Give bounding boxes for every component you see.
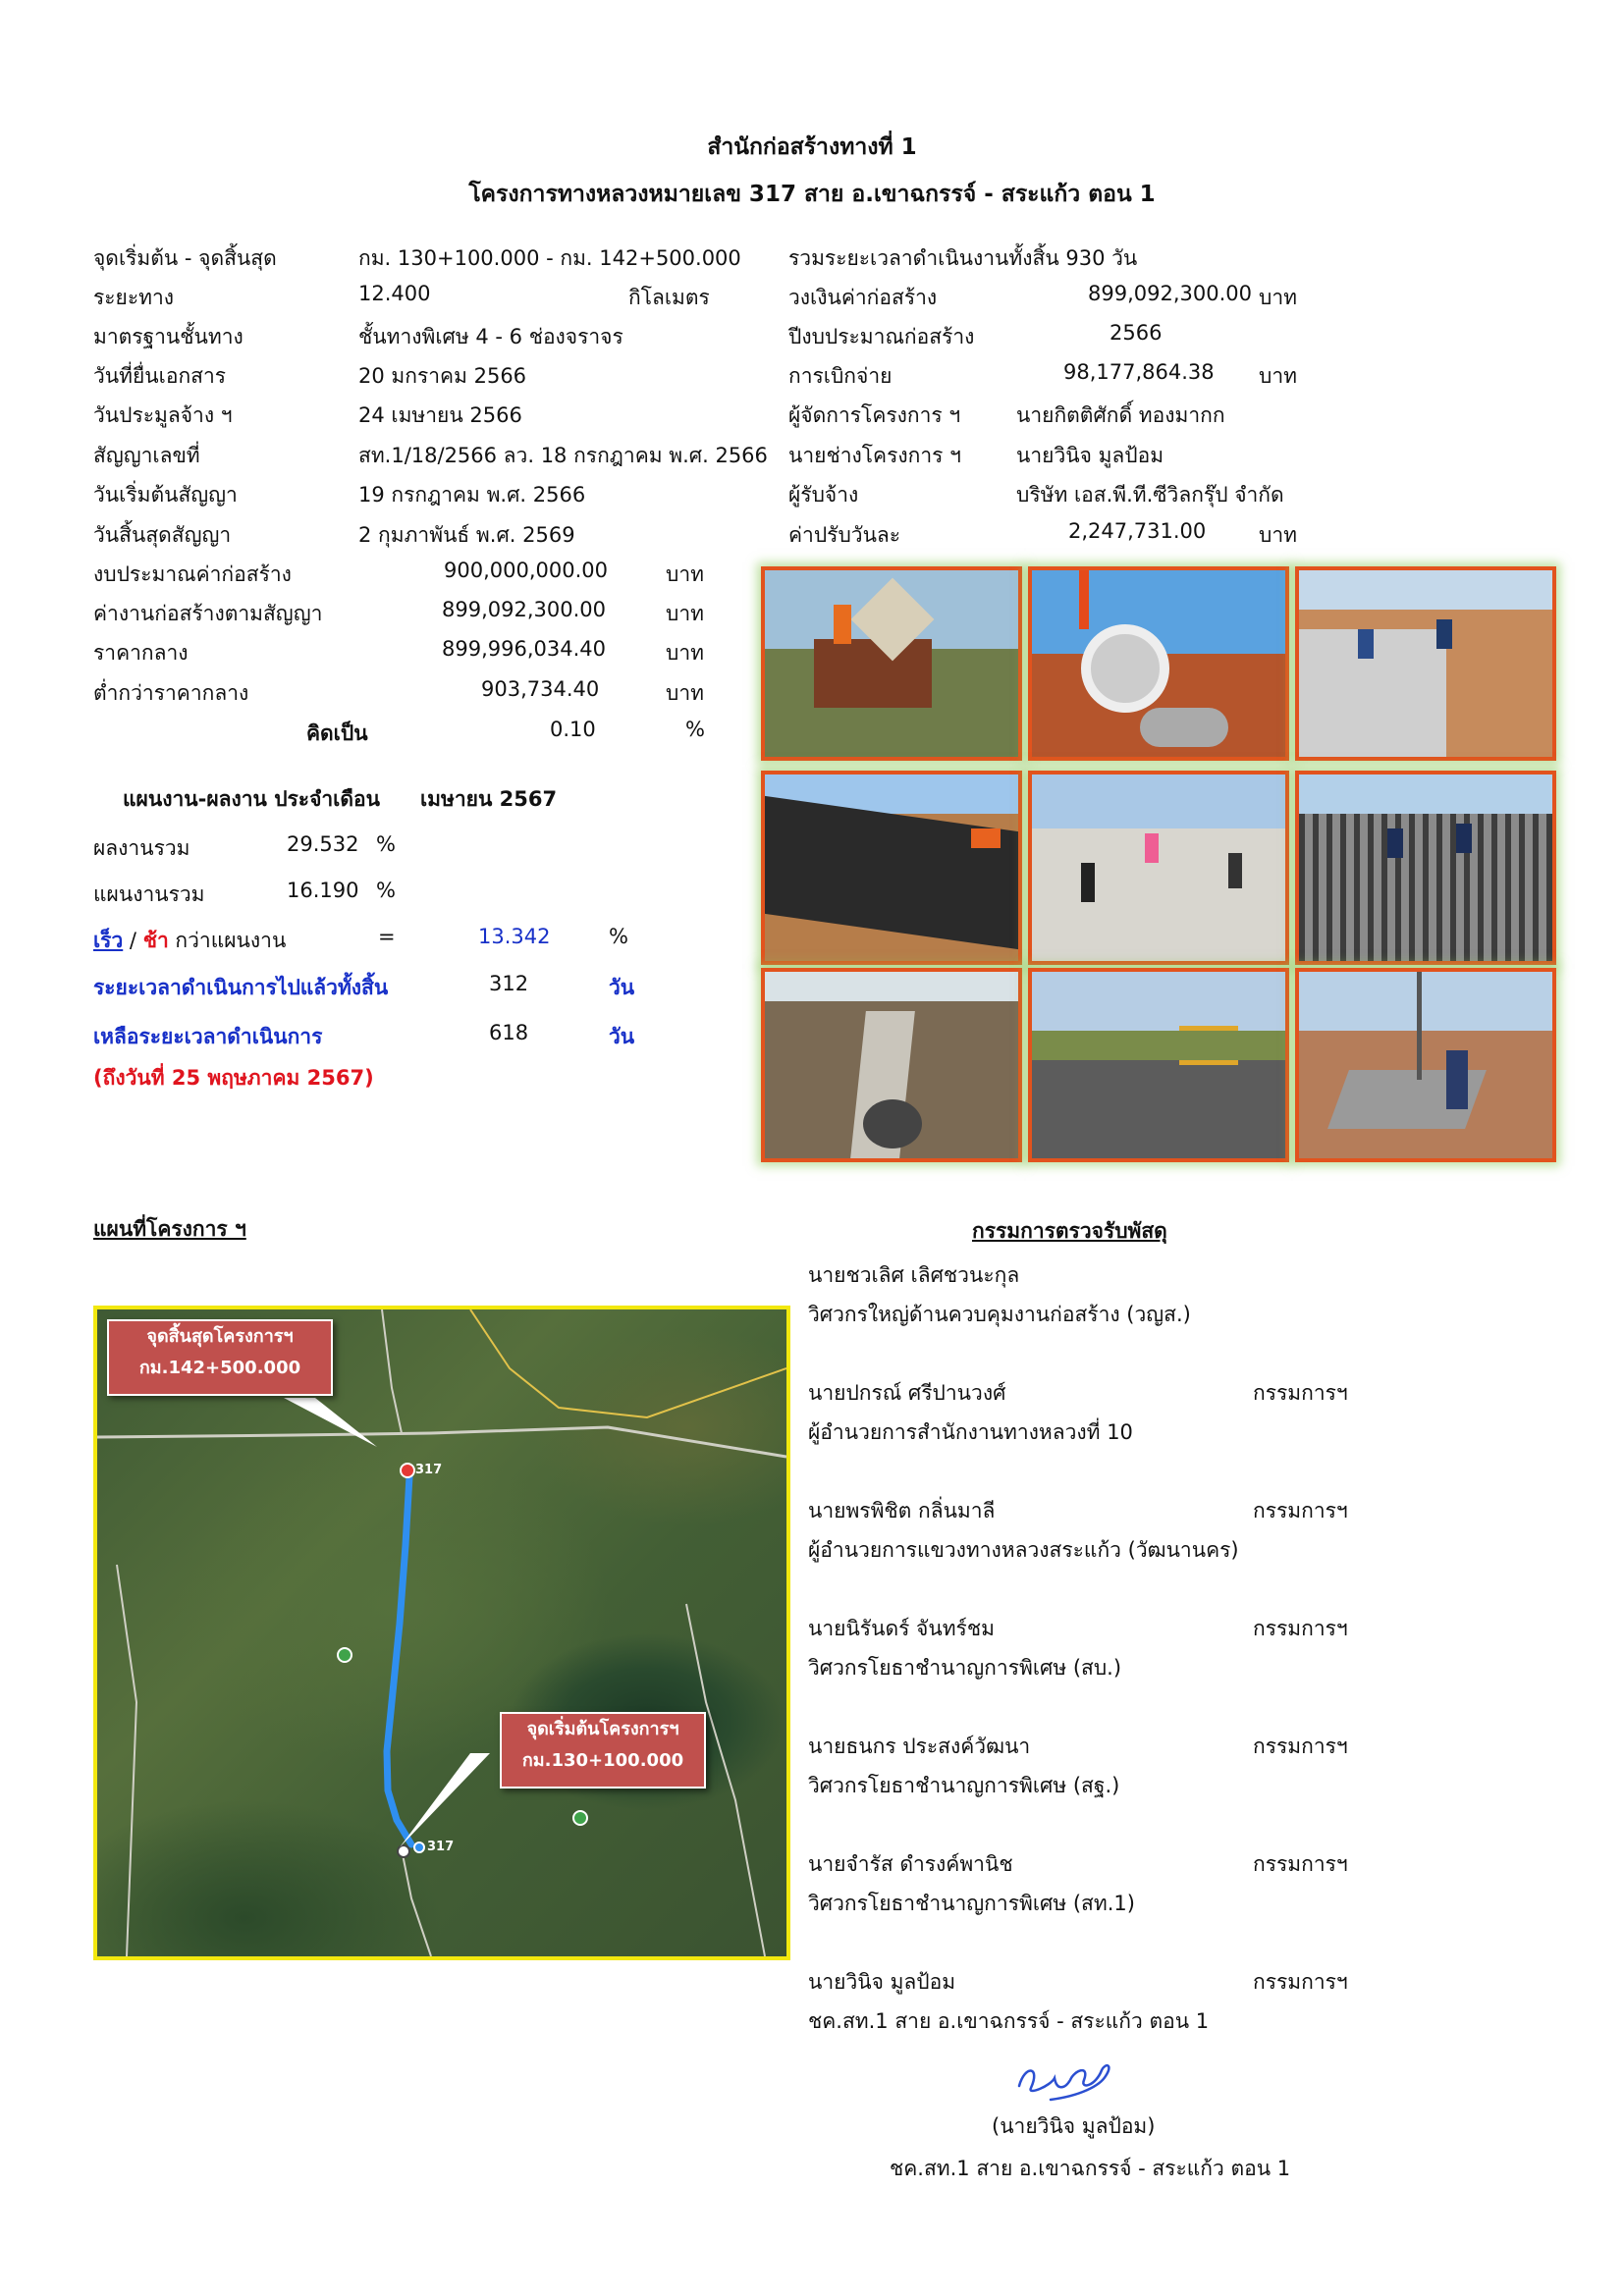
diff-label-row: [93, 925, 286, 957]
committee-heading: กรรมการตรวจรับพัสดุ: [972, 1219, 1167, 1243]
info-label: มาตรฐานชั้นทาง: [93, 325, 244, 348]
info-unit: บาท: [1259, 364, 1297, 388]
map-heading: แผนที่โครงการ ฯ: [93, 1217, 246, 1241]
photo-asphalt-road: [761, 771, 1022, 965]
member-name: นายธนกร ประสงค์วัฒนา: [808, 1735, 1031, 1758]
member-name: นายพรพิชิต กลิ่นมาลี: [808, 1499, 996, 1522]
member-position: ชค.สท.1 สาย อ.เขาฉกรรจ์ - สระแก้ว ตอน 1: [808, 2009, 1210, 2033]
as-of-date: (ถึงวันที่ 25 พฤษภาคม 2567): [93, 1066, 374, 1090]
route-line: [387, 1476, 411, 1844]
project-map[interactable]: [93, 1306, 790, 1960]
info-label: จุดเริ่มต้น - จุดสิ้นสุด: [93, 246, 277, 270]
park-marker-icon: [573, 1811, 587, 1825]
plan-value: 16.190: [287, 879, 359, 902]
diff-label: กว่าแผนงาน: [168, 929, 287, 952]
actual-unit: %: [376, 832, 396, 856]
fast-label: เร็ว: [93, 929, 124, 952]
budget-unit: บาท: [666, 602, 704, 625]
equals-sign: =: [378, 925, 396, 948]
budget-value: 903,734.40: [481, 677, 600, 701]
start-callout-line2: กม.130+100.000: [521, 1750, 684, 1771]
remain-value: 618: [489, 1021, 529, 1044]
photo-road-sign-installation: [761, 566, 1022, 761]
info-value: 12.400: [358, 282, 431, 305]
remain-label: เหลือระยะเวลาดำเนินการ: [93, 1025, 323, 1048]
member-name: นายวินิจ มูลป้อม: [808, 1970, 956, 1994]
percent-unit: %: [685, 718, 705, 741]
member-role: กรรมการฯ: [1253, 1499, 1348, 1522]
member-role: กรรมการฯ: [1253, 1970, 1348, 1994]
info-value: ชั้นทางพิเศษ 4 - 6 ช่องจราจร: [358, 325, 623, 348]
member-position: ผู้อำนวยการแขวงทางหลวงสระแก้ว (วัฒนานคร): [808, 1538, 1239, 1562]
percent-value: 0.10: [550, 718, 596, 741]
diff-unit: %: [609, 925, 628, 948]
budget-label: งบประมาณค่าก่อสร้าง: [93, 562, 292, 586]
member-name: นายปกรณ์ ศรีปานวงศ์: [808, 1381, 1006, 1405]
info-label: การเบิกจ่าย: [788, 364, 893, 388]
member-position: วิศวกรโยธาชำนาญการพิเศษ (สบ.): [808, 1656, 1122, 1680]
member-role: กรรมการฯ: [1253, 1381, 1348, 1405]
elapsed-label: ระยะเวลาดำเนินการไปแล้วทั้งสิ้น: [93, 976, 389, 999]
park-marker-icon: [338, 1648, 352, 1662]
info-value: 2 กุมภาพันธ์ พ.ศ. 2569: [358, 523, 575, 547]
percent-label: คิดเป็น: [306, 721, 368, 745]
info-label: รวมระยะเวลาดำเนินงานทั้งสิ้น 930 วัน: [788, 246, 1138, 270]
member-role: กรรมการฯ: [1253, 1617, 1348, 1640]
elapsed-value: 312: [489, 972, 529, 995]
budget-unit: บาท: [666, 681, 704, 705]
info-label: วงเงินค่าก่อสร้าง: [788, 286, 938, 309]
member-position: วิศวกรโยธาชำนาญการพิเศษ (สฐ.): [808, 1774, 1120, 1797]
signer-position: ชค.สท.1 สาย อ.เขาฉกรรจ์ - สระแก้ว ตอน 1: [890, 2157, 1291, 2180]
info-value: สท.1/18/2566 ลว. 18 กรกฎาคม พ.ศ. 2566: [358, 444, 768, 467]
member-position: วิศวกรใหญ่ด้านควบคุมงานก่อสร้าง (วญส.): [808, 1303, 1191, 1326]
start-marker-icon: [398, 1845, 409, 1857]
budget-label: ราคากลาง: [93, 641, 189, 665]
actual-label: ผลงานรวม: [93, 836, 190, 860]
member-position: วิศวกรโยธาชำนาญการพิเศษ (สท.1): [808, 1892, 1135, 1915]
route-number-bottom: 317: [427, 1840, 455, 1854]
member-position: ผู้อำนวยการสำนักงานทางหลวงที่ 10: [808, 1420, 1133, 1444]
slow-label: ช้า: [142, 929, 169, 952]
info-value: 24 เมษายน 2566: [358, 403, 522, 427]
photo-curb-formwork: [1295, 566, 1556, 761]
photo-concrete-pavement-workers: [1028, 771, 1289, 965]
info-value: 2,247,731.00: [1068, 519, 1207, 543]
info-value: นายวินิจ มูลป้อม: [1016, 444, 1164, 467]
budget-value: 899,092,300.00: [442, 598, 606, 621]
info-label: ค่าปรับวันละ: [788, 523, 901, 547]
info-label: วันสิ้นสุดสัญญา: [93, 523, 232, 547]
photo-rebar-mesh: [1295, 771, 1556, 965]
info-value: 2566: [1110, 321, 1163, 345]
budget-unit: บาท: [666, 562, 704, 586]
start-point-callout: [500, 1712, 706, 1789]
budget-value: 900,000,000.00: [444, 559, 608, 582]
photo-side-drain-workers: [1295, 968, 1556, 1162]
end-callout-line1: จุดสิ้นสุดโครงการฯ: [146, 1326, 294, 1347]
route-number-top: 317: [415, 1463, 443, 1477]
plan-unit: %: [376, 879, 396, 902]
diff-value: 13.342: [478, 925, 551, 948]
info-label: ผู้จัดการโครงการ ฯ: [788, 403, 961, 427]
photo-pipe-culvert: [761, 968, 1022, 1162]
progress-month: เมษายน 2567: [420, 787, 558, 811]
info-value: บริษัท เอส.พี.ที.ซีวิลกรุ๊ป จำกัด: [1016, 483, 1284, 507]
budget-label: ต่ำกว่าราคากลาง: [93, 681, 249, 705]
info-value: นายกิตติศักดิ์ ทองมากก: [1016, 403, 1225, 427]
end-callout-line2: กม.142+500.000: [138, 1358, 301, 1378]
progress-heading: แผนงาน-ผลงาน ประจำเดือน: [123, 787, 380, 811]
budget-value: 899,996,034.40: [442, 637, 606, 661]
member-role: กรรมการฯ: [1253, 1852, 1348, 1876]
info-value: 20 มกราคม 2566: [358, 364, 527, 388]
info-label: สัญญาเลขที่: [93, 444, 200, 467]
start-callout-line1: จุดเริ่มต้นโครงการฯ: [526, 1719, 679, 1739]
member-name: นายนิรันดร์ จันทร์ชม: [808, 1617, 995, 1640]
slash: /: [123, 929, 143, 952]
end-marker-icon: [401, 1464, 414, 1477]
photo-grader-roadwork: [1028, 968, 1289, 1162]
actual-value: 29.532: [287, 832, 359, 856]
info-label: ปีงบประมาณก่อสร้าง: [788, 325, 975, 348]
plan-label: แผนงานรวม: [93, 882, 205, 906]
info-unit: บาท: [1259, 286, 1297, 309]
member-name: นายชวเลิศ เลิศชวนะกุล: [808, 1263, 1020, 1287]
budget-label: ค่างานก่อสร้างตามสัญญา: [93, 602, 323, 625]
info-value: 98,177,864.38: [1063, 360, 1215, 384]
budget-unit: บาท: [666, 641, 704, 665]
info-unit: กิโลเมตร: [628, 286, 710, 309]
info-label: นายช่างโครงการ ฯ: [788, 444, 961, 467]
info-unit: บาท: [1259, 523, 1297, 547]
photo-drainage-culvert-crane: [1028, 566, 1289, 761]
office-title: สำนักก่อสร้างทางที่ 1: [707, 134, 917, 160]
signer-name: (นายวินิจ มูลป้อม): [992, 2114, 1156, 2138]
member-name: นายจำรัส ดำรงค์พานิช: [808, 1852, 1013, 1876]
info-value: 19 กรกฎาคม พ.ศ. 2566: [358, 483, 586, 507]
elapsed-unit: วัน: [609, 976, 635, 999]
signature-icon: [1011, 2056, 1129, 2106]
map-roads: [97, 1309, 786, 1956]
info-label: วันประมูลจ้าง ฯ: [93, 403, 233, 427]
info-label: ระยะทาง: [93, 286, 175, 309]
info-label: วันเริ่มต้นสัญญา: [93, 483, 238, 507]
info-value: 899,092,300.00: [1088, 282, 1252, 305]
end-point-callout: [107, 1319, 333, 1396]
project-title: โครงการทางหลวงหมายเลข 317 สาย อ.เขาฉกรรจ์ - สระแก้ว ตอน 1: [468, 182, 1156, 207]
info-value: กม. 130+100.000 - กม. 142+500.000: [358, 246, 741, 270]
remain-unit: วัน: [609, 1025, 635, 1048]
member-role: กรรมการฯ: [1253, 1735, 1348, 1758]
info-label: ผู้รับจ้าง: [788, 483, 859, 507]
info-label: วันที่ยื่นเอกสาร: [93, 364, 227, 388]
